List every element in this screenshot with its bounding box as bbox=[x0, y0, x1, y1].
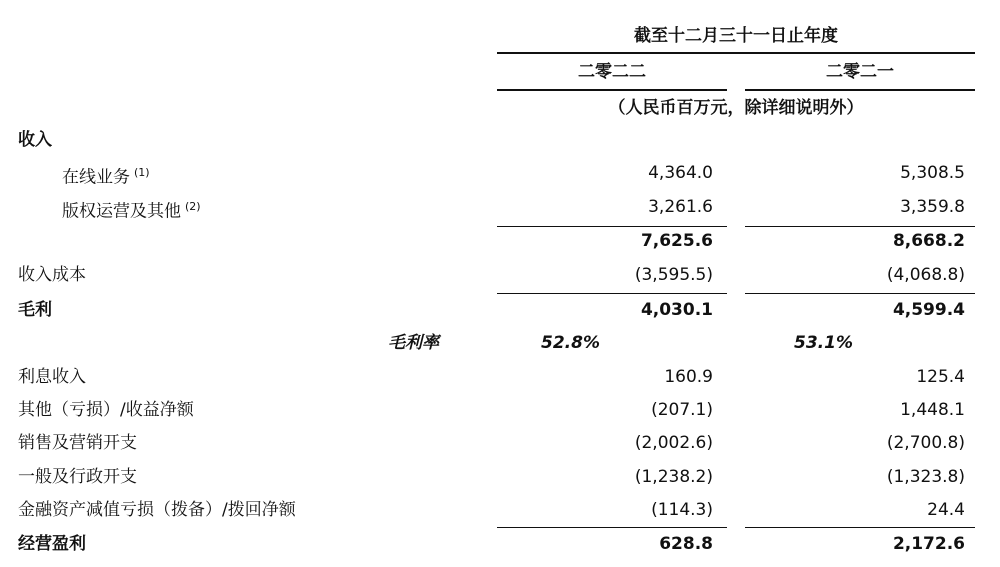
rule-above-operating-profit-col2 bbox=[745, 527, 975, 528]
operating-profit-2021: 2,172.6 bbox=[892, 534, 965, 554]
cost-2021: (4,068.8) bbox=[886, 265, 965, 285]
operating-profit-2022: 628.8 bbox=[659, 534, 713, 554]
interest-income-2021: 125.4 bbox=[916, 367, 965, 387]
copyright-2021: 3,359.8 bbox=[900, 197, 965, 217]
online-label bbox=[62, 161, 150, 188]
rule-above-revenue-total-col2 bbox=[745, 226, 975, 227]
period-header: 截至十二月三十一日止年度 bbox=[634, 26, 838, 46]
online-2021: 5,308.5 bbox=[900, 163, 965, 183]
copyright-label-text: 版权运营及其他 bbox=[62, 201, 181, 222]
unit-note: （人民币百万元，除详细说明外） bbox=[608, 98, 864, 118]
column-header-2021: 二零二一 bbox=[826, 62, 894, 82]
gross-margin-2022: 52.8% bbox=[541, 333, 600, 353]
online-2022: 4,364.0 bbox=[648, 163, 713, 183]
revenue-total-2021: 8,668.2 bbox=[892, 231, 965, 251]
admin-2022: (1,238.2) bbox=[634, 467, 713, 487]
cost-label: 收入成本 bbox=[18, 265, 86, 285]
copyright-note: (2) bbox=[185, 200, 201, 213]
admin-label: 一般及行政开支 bbox=[18, 467, 137, 487]
column-header-2022: 二零二二 bbox=[578, 62, 646, 82]
cost-2022: (3,595.5) bbox=[634, 265, 713, 285]
other-2021: 1,448.1 bbox=[900, 400, 965, 420]
rule-above-revenue-total-col1 bbox=[497, 226, 727, 227]
online-label-text: 在线业务 bbox=[62, 167, 130, 188]
impairment-2021: 24.4 bbox=[927, 500, 965, 520]
selling-label: 销售及营销开支 bbox=[18, 433, 137, 453]
rule-under-col2 bbox=[745, 89, 975, 91]
gross-profit-label: 毛利 bbox=[18, 300, 52, 320]
other-2022: (207.1) bbox=[651, 400, 713, 420]
gross-profit-2022: 4,030.1 bbox=[640, 300, 713, 320]
impairment-2022: (114.3) bbox=[651, 500, 713, 520]
revenue-total-2022: 7,625.6 bbox=[640, 231, 713, 251]
copyright-2022: 3,261.6 bbox=[648, 197, 713, 217]
interest-income-2022: 160.9 bbox=[664, 367, 713, 387]
copyright-label bbox=[62, 195, 201, 222]
rule-under-col1 bbox=[497, 89, 727, 91]
revenue-heading: 收入 bbox=[18, 130, 52, 150]
operating-profit-label: 经营盈利 bbox=[18, 534, 86, 554]
gross-margin-label: 毛利率 bbox=[388, 333, 439, 353]
gross-profit-2021: 4,599.4 bbox=[892, 300, 965, 320]
online-note: (1) bbox=[134, 166, 150, 179]
rule-above-operating-profit-col1 bbox=[497, 527, 727, 528]
rule-above-gross-profit-col1 bbox=[497, 293, 727, 294]
interest-income-label: 利息收入 bbox=[18, 367, 86, 387]
selling-2021: (2,700.8) bbox=[886, 433, 965, 453]
rule-above-gross-profit-col2 bbox=[745, 293, 975, 294]
admin-2021: (1,323.8) bbox=[886, 467, 965, 487]
impairment-label: 金融资产减值亏损（拨备）/拨回净额 bbox=[18, 500, 296, 520]
gross-margin-2021: 53.1% bbox=[794, 333, 853, 353]
selling-2022: (2,002.6) bbox=[634, 433, 713, 453]
other-label: 其他（亏损）/收益净额 bbox=[18, 400, 194, 420]
rule-under-period bbox=[497, 52, 975, 54]
